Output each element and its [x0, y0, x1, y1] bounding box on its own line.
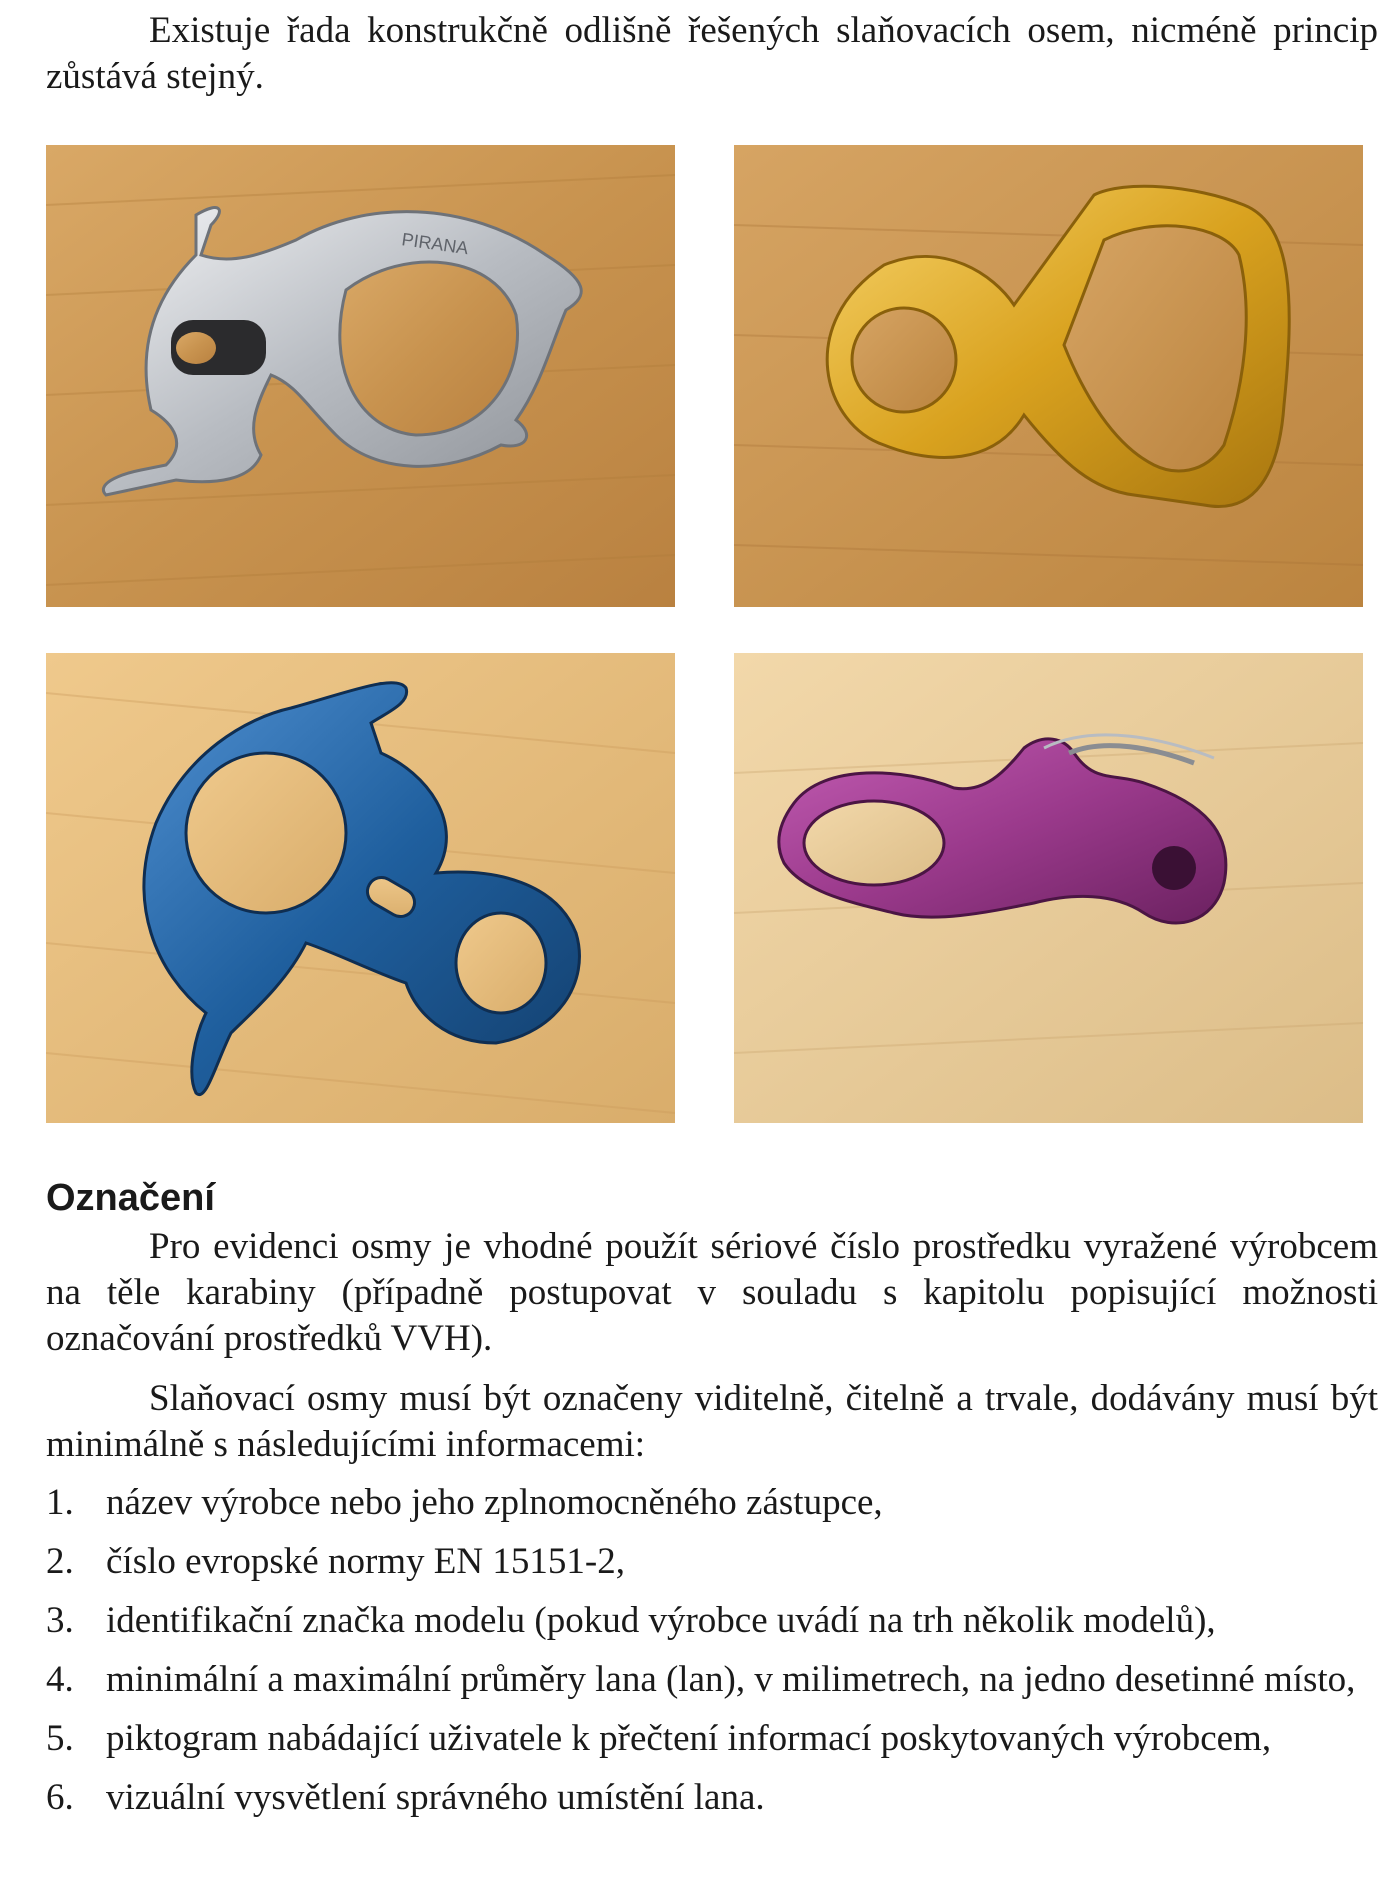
- list-item-text: piktogram nabádající uživatele k přečtení informací poskytovaných výrobcem,: [106, 1718, 1272, 1759]
- photo-gold-figure-eight: [734, 145, 1363, 607]
- list-item: [46, 1539, 1378, 1585]
- list-item-number: 6.: [46, 1777, 74, 1818]
- list-item: [46, 1598, 1378, 1644]
- list-item: [46, 1657, 1378, 1703]
- section-heading: Označení: [46, 1177, 215, 1219]
- list-item-number: 4.: [46, 1659, 74, 1700]
- intro-paragraph: [46, 8, 1378, 100]
- photo-purple-figure-eight: [734, 653, 1363, 1123]
- section-paragraph-2: [46, 1376, 1378, 1468]
- intro-text: Existuje řada konstrukčně odlišně řešených slaňovacích osem, nicméně princip zůstává stejný.: [46, 10, 1378, 97]
- photo-pirana-descender: [46, 145, 675, 607]
- list-item-text: vizuální vysvětlení správného umístění lana.: [106, 1777, 765, 1818]
- section-paragraph-1-text: Pro evidenci osmy je vhodné použít sériové číslo prostředku vyražené výrobcem na těle karabiny (případně postupovat v souladu s kapitolu popisující možnosti označování prostředků VVH).: [46, 1226, 1378, 1359]
- requirements-list: [46, 1480, 1378, 1834]
- list-item-text: minimální a maximální průměry lana (lan), v milimetrech, na jedno desetinné místo,: [106, 1659, 1356, 1700]
- engraving-text: PIRANA: [400, 229, 470, 259]
- list-item-text: název výrobce nebo jeho zplnomocněného zástupce,: [106, 1482, 883, 1523]
- list-item: [46, 1480, 1378, 1526]
- list-item-number: 2.: [46, 1541, 74, 1582]
- list-item-number: 3.: [46, 1600, 74, 1641]
- list-item-text: identifikační značka modelu (pokud výrobce uvádí na trh několik modelů),: [106, 1600, 1216, 1641]
- section-paragraph-2-text: Slaňovací osmy musí být označeny viditelně, čitelně a trvale, dodávány musí být minimálně s následujícími informacemi:: [46, 1378, 1378, 1465]
- list-item: [46, 1775, 1378, 1821]
- list-item-number: 5.: [46, 1718, 74, 1759]
- list-item: [46, 1716, 1378, 1762]
- section-paragraph-1: [46, 1224, 1378, 1362]
- list-item-number: 1.: [46, 1482, 74, 1523]
- list-item-text: číslo evropské normy EN 15151-2,: [106, 1541, 625, 1582]
- photo-blue-figure-eight: [46, 653, 675, 1123]
